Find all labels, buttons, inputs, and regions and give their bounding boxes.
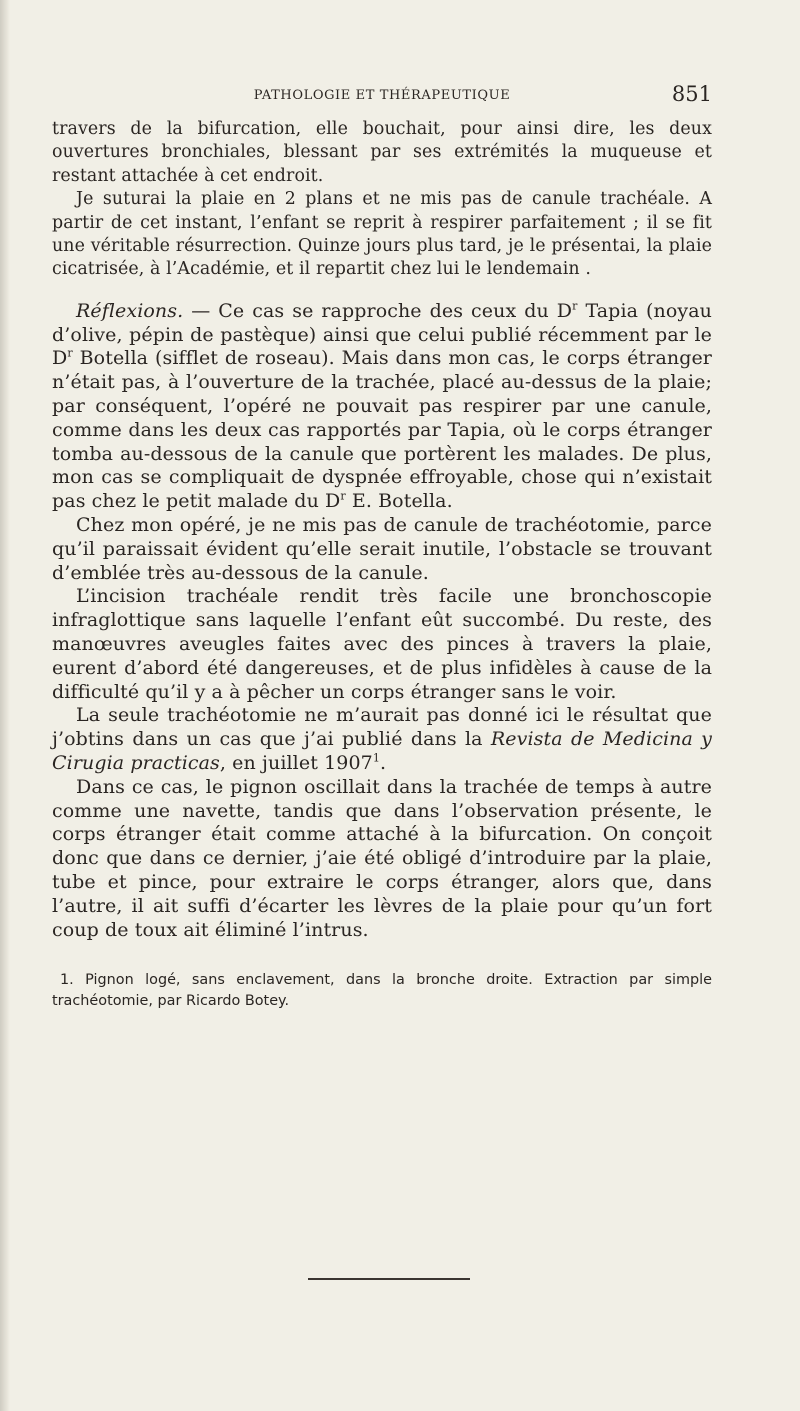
page-binding-edge: [0, 0, 10, 1411]
paragraph-incision: L’incision trachéale rendit très facile une bronchoscopie infraglottique sans laquelle l’enfant eût succombé. Du reste, des manœuvres aveugles faites avec des pinces à travers la plaie, eurent d’abord été dangereuses, et de plus infidèles à cause de la difficulté qu’il y a à pêcher un corps étranger sans le voir.: [52, 585, 712, 703]
paragraph-canule: Chez mon opéré, je ne mis pas de canule de trachéotomie, parce qu’il paraissait évident qu’elle serait inutile, l’obstacle se trouvant d’emblée très au-dessous de la canule.: [52, 514, 712, 584]
text-span: , en juillet 1907: [219, 751, 373, 774]
superscript: r: [572, 299, 578, 313]
book-page: [52, 80, 712, 1027]
section-case-end: [52, 118, 712, 282]
paragraph-tracheotomie: [52, 704, 712, 775]
text-span: La seule trachéotomie ne m’aurait pas donné ici le résultat que j’obtins dans un cas que j’ai publié dans la: [52, 704, 712, 751]
section-reflexions: [52, 300, 712, 943]
running-head-title: PATHOLOGIE ET THÉRAPEUTIQUE: [253, 88, 511, 103]
paragraph-reflexions: [52, 300, 712, 514]
footnote-reference: 1: [372, 751, 380, 765]
text-span: Tapia (noyau d’olive, pépin de pastèque) ainsi que celui publié récemment par le D: [52, 299, 713, 370]
footnote-text: Pignon logé, sans enclavement, dans la bronche droite. Extraction par simple trachéotomie, par Ricardo Botey.: [52, 972, 712, 1010]
text-span: — Ce cas se rapproche des ceux du D: [183, 299, 573, 322]
text-span: E. Botella.: [345, 490, 453, 513]
paragraph-bifurcation: travers de la bifurcation, elle bouchait, pour ainsi dire, les deux ouvertures bronchiales, blessant par ses extrémités la muqueuse et restant attachée à cet endroit.: [52, 119, 712, 186]
closing-rule: [308, 1278, 470, 1280]
footnote: [52, 970, 712, 1012]
running-head: [52, 80, 712, 114]
journal-title: Revista de Medicina y Cirugia practicas: [52, 728, 713, 774]
paragraph-suture: Je suturai la plaie en 2 plans et ne mis pas de canule trachéale. A partir de cet instant, l’enfant se reprit à respirer parfaitement ; il se fit une véritable résurrection. Quinze jours plus tard, je le présentai, la plaie cicatrisée, à l’Académie, et il repartit chez lui le lendemain .: [52, 189, 712, 280]
text-span: .: [379, 751, 387, 774]
superscript: r: [67, 347, 73, 361]
page-number: 851: [671, 82, 712, 106]
footnote-number: 1.: [60, 972, 74, 989]
paragraph-pignon: Dans ce cas, le pignon oscillait dans la trachée de temps à autre comme une navette, tandis que dans l’observation présente, le corps étranger était comme attaché à la bifurcation. On conçoit donc que dans ce dernier, j’aie été obligé d’introduire par la plaie, tube et pince, pour extraire le corps étranger, alors que, dans l’autre, il ait suffi d’écarter les lèvres de la plaie pour qu’un fort coup de toux ait éliminé l’intrus.: [52, 775, 712, 941]
superscript: r: [340, 489, 346, 503]
text-span: Botella (sifflet de roseau). Mais dans mon cas, le corps étranger n’était pas, à l’ouverture de la trachée, placé au-dessus de la plaie; par conséquent, l’opéré ne pouvait pas respirer par une canule, comme dans les deux cas rapportés par Tapia, où le corps étranger tomba au-dessous de la canule que portèrent les malades. De plus, mon cas se compliquait de dyspnée effroyable, chose qui n’existait pas chez le petit malade du D: [52, 347, 712, 513]
reflexions-label: Réflexions.: [76, 299, 184, 322]
body-text: [52, 118, 712, 1012]
